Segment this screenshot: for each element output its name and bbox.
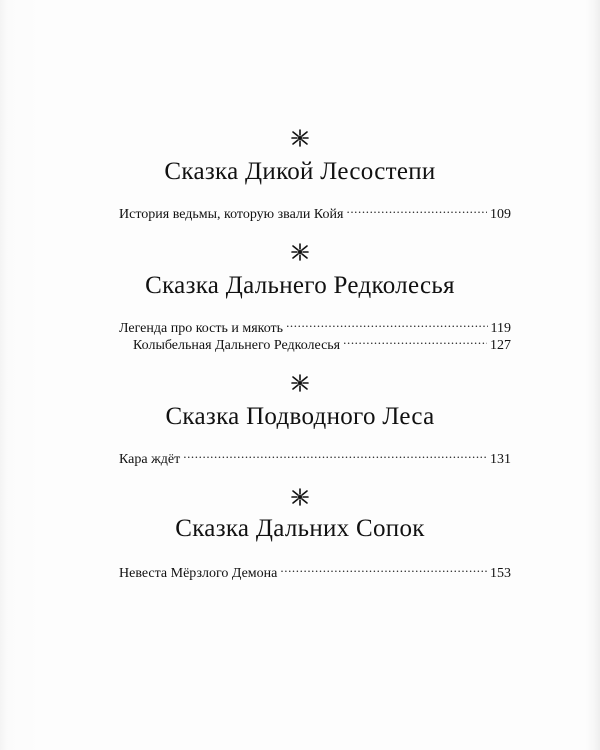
toc-entry-page: 153 <box>490 566 511 581</box>
ornament-icon <box>0 127 600 151</box>
asterism-ornament-icon <box>289 127 311 149</box>
section-title: Сказка Дикой Лесостепи <box>164 158 436 185</box>
section-title: Сказка Подводного Леса <box>165 403 435 430</box>
toc-entry-page: 131 <box>490 452 511 467</box>
toc-entry[interactable] <box>119 204 511 223</box>
dot-leader <box>280 563 487 577</box>
toc-entry-label: Легенда про кость и мякоть <box>119 321 284 336</box>
asterism-ornament-icon <box>289 241 311 263</box>
dot-leader <box>346 204 487 218</box>
dot-leader <box>183 449 487 463</box>
toc-entry[interactable] <box>133 335 511 354</box>
section-title: Сказка Дальних Сопок <box>175 515 425 542</box>
toc-entry-page: 119 <box>490 321 511 336</box>
section-title: Сказка Дальнего Редколесья <box>145 272 455 299</box>
toc-entry-label: История ведьмы, которую звали Койя <box>119 207 344 222</box>
ornament-icon <box>0 372 600 396</box>
dot-leader <box>343 335 487 349</box>
toc-entry-page: 127 <box>490 338 511 353</box>
asterism-ornament-icon <box>289 486 311 508</box>
toc-entry-page: 109 <box>490 207 511 222</box>
toc-entry[interactable] <box>119 449 511 468</box>
asterism-ornament-icon <box>289 372 311 394</box>
toc-entry-label: Кара ждёт <box>119 452 181 467</box>
ornament-icon <box>0 486 600 510</box>
ornament-icon <box>0 241 600 265</box>
toc-entry[interactable] <box>119 563 511 582</box>
toc-entry-label: Колыбельная Дальнего Редколесья <box>133 338 341 353</box>
toc-entry-label: Невеста Мёрзлого Демона <box>119 566 278 581</box>
dot-leader <box>286 318 487 332</box>
